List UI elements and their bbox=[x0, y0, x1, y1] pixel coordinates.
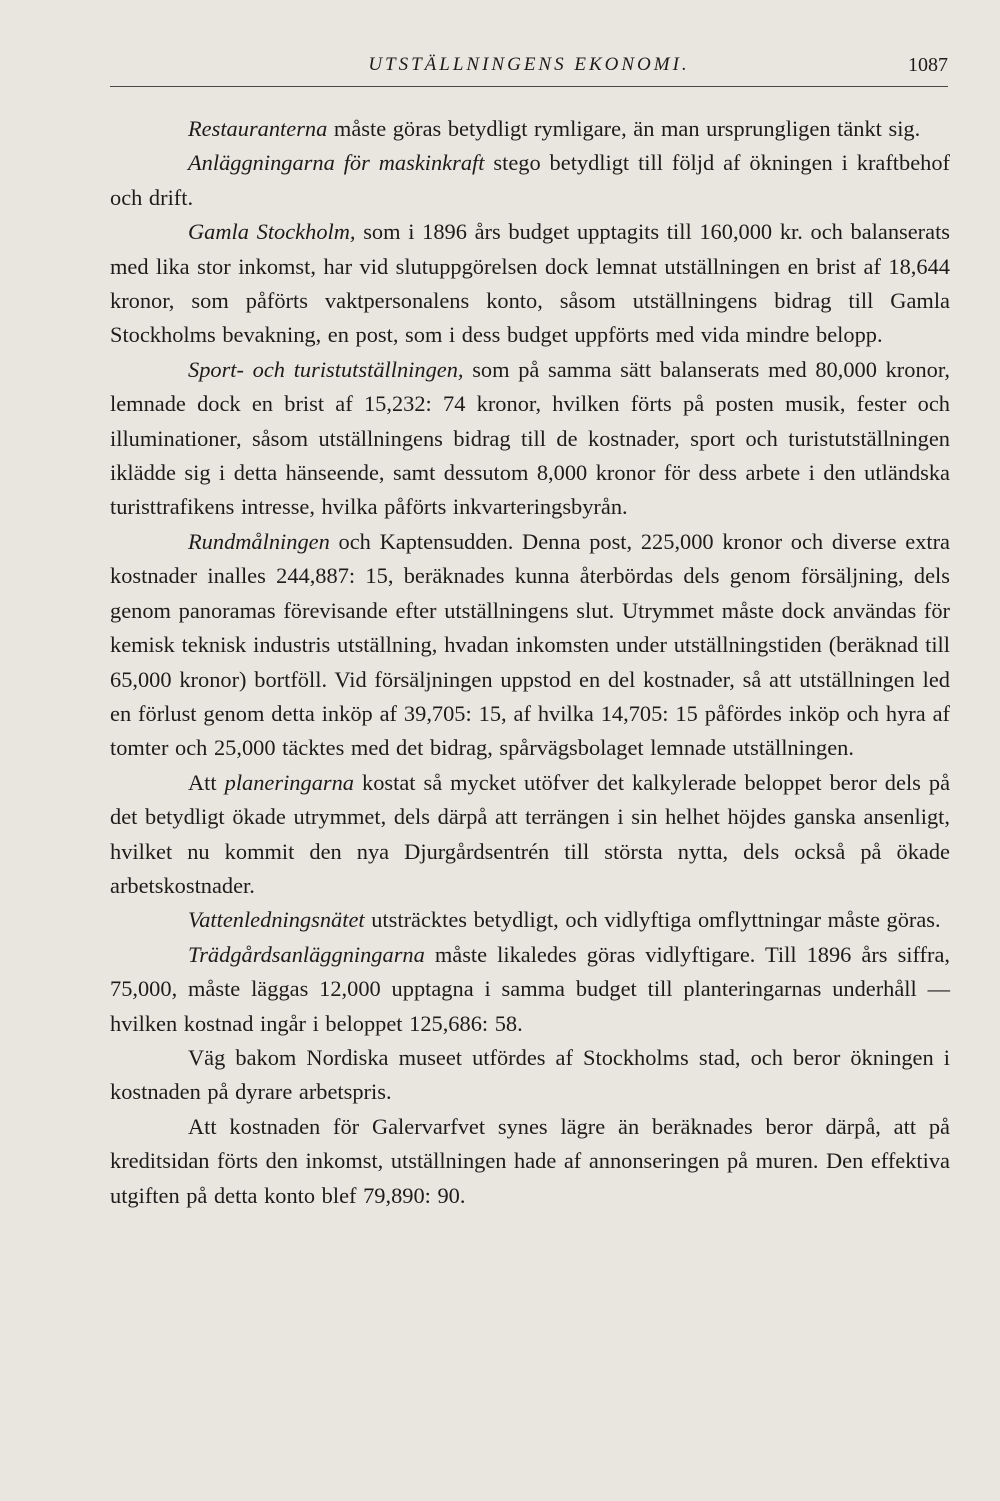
paragraph-text: och Kaptensudden. Denna post, 225,000 kronor och diverse extra kostnader inalles 244,887: 15, beräknades kunna återbördas dels genom försäljning, dels genom panoramas förevisande efter utställningens slut. Utrymmet måste dock användas för kemisk teknisk industris utställning, hvadan inkomsten under utställningstiden (beräknad till 65,000 kronor) bortföll. Vid försäljningen uppstod en del kostnader, så att utställningen led en förlust genom detta inköp af 39,705: 15, af hvilka 14,705: 15 påfördes inköp och hyra af tomter och 25,000 täcktes med det bidrag, spårvägsbolaget lemnade utställningen. bbox=[110, 528, 950, 761]
paragraph-old-stockholm bbox=[110, 215, 950, 353]
emphasis: planeringarna bbox=[224, 769, 354, 795]
emphasis: Rundmålningen bbox=[188, 528, 330, 554]
paragraph-restaurants bbox=[110, 112, 950, 146]
emphasis: Trädgårdsanläggningarna bbox=[188, 941, 425, 967]
emphasis: Restauranterna bbox=[188, 116, 328, 141]
paragraph-water-network bbox=[110, 903, 950, 937]
paragraph-text: Väg bakom Nordiska museet utfördes af Stockholms stad, och beror ökningen i kostnaden på dyrare arbetspris. bbox=[110, 1044, 950, 1105]
paragraph-gardens bbox=[110, 938, 950, 1041]
paragraph-text: Att bbox=[188, 769, 225, 795]
paragraph-text: stego betydligt till följd af ökningen i kraftbehof och drift. bbox=[110, 150, 950, 210]
emphasis: Sport- och turistutställningen, bbox=[188, 356, 464, 382]
emphasis: Gamla Stockholm, bbox=[188, 219, 356, 245]
paragraph-sport-exhibition bbox=[110, 353, 950, 525]
paragraph-text: måste göras betydligt rymligare, än man ursprungligen tänkt sig. bbox=[327, 116, 921, 141]
paragraph-text: kostat så mycket utöfver det kalkylerade beloppet beror dels på det betydligt ökade utrymmet, dels därpå att terrängen i sin helhet höjdes ganska ansenligt, hvilket nu kommit den nya Djurgårdsentrén till största nytta, dels också på ökade arbetskostnader. bbox=[110, 769, 951, 898]
paragraph-galervarfvet bbox=[110, 1110, 950, 1213]
emphasis: Anläggningarna för maskinkraft bbox=[188, 150, 485, 176]
paragraph-text: Att kostnaden för Galervarfvet synes lägre än beräknades beror därpå, att på kreditsidan förts den inkomst, utställningen hade af annonseringen på muren. Den effektiva utgiften på detta konto blef 79,890: 90. bbox=[110, 1113, 950, 1208]
paragraph-text: utsträcktes betydligt, och vidlyftiga omflyttningar måste göras. bbox=[364, 907, 941, 933]
running-title: UTSTÄLLNINGENS EKONOMI. bbox=[368, 54, 690, 75]
paragraph-panorama bbox=[110, 525, 950, 766]
emphasis: Vattenledningsnätet bbox=[188, 907, 365, 933]
paragraph-machine-power bbox=[110, 146, 950, 215]
page-header bbox=[110, 52, 948, 87]
paragraph-road bbox=[110, 1041, 950, 1110]
paragraph-text: som i 1896 års budget upptagits till 160,000 kr. och balanserats med lika stor inkomst, har vid slutuppgörelsen dock lemnat utställningen en brist af 18,644 kronor, som påförts vaktpersonalens konto, såsom utställningens bidrag till Gamla Stockholms bevakning, en post, som i dess budget uppförts med vida mindre belopp. bbox=[110, 219, 950, 348]
paragraph-grading bbox=[110, 766, 950, 904]
paragraph-text: måste likaledes göras vidlyftigare. Till 1896 års siffra, 75,000, måste läggas 12,000 upptagna i samma budget till planteringarnas underhåll — hvilken kostnad ingår i beloppet 125,686: 58. bbox=[110, 941, 950, 1036]
page-number: 1087 bbox=[908, 54, 948, 76]
body-text bbox=[110, 112, 950, 1213]
paragraph-text: som på samma sätt balanserats med 80,000 kronor, lemnade dock en brist af 15,232: 74 kronor, hvilken förts på posten musik, fester och illuminationer, såsom utställningens bidrag till de kostnader, sport och turistutställningen iklädde sig i detta hänseende, samt dessutom 8,000 kronor för dess arbete i den utländska turisttrafikens intresse, hvilka påförts inkvarteringsbyrån. bbox=[110, 356, 950, 520]
